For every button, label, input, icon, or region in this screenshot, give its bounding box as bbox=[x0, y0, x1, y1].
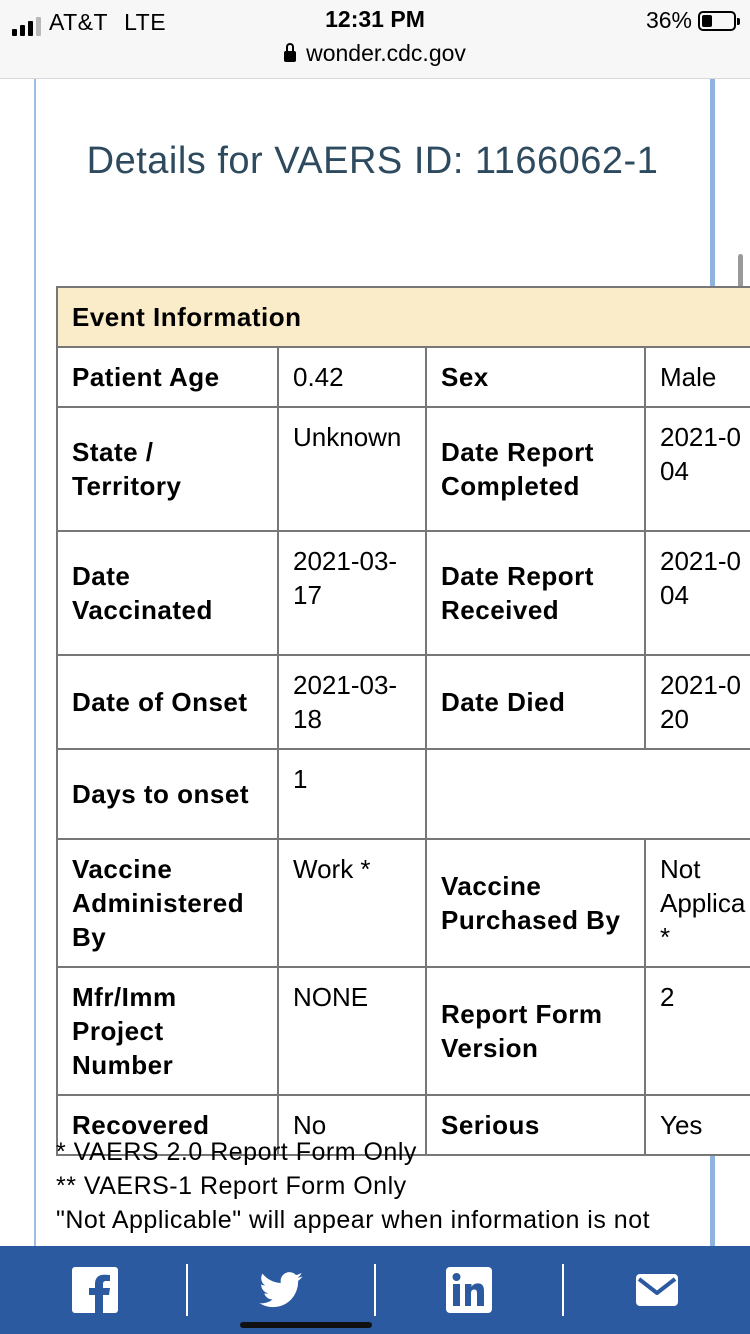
patient-age-label: Patient Age bbox=[57, 347, 278, 407]
vaccine-purchased-by-value: Not Applica * bbox=[645, 839, 750, 967]
mfr-imm-project-number-value: NONE bbox=[278, 967, 426, 1095]
network-type: LTE bbox=[124, 9, 167, 35]
date-report-completed-label: Date Report Completed bbox=[426, 407, 645, 531]
vaccine-administered-by-value: Work * bbox=[278, 839, 426, 967]
page-url: wonder.cdc.gov bbox=[306, 40, 466, 66]
date-died-label: Date Died bbox=[426, 655, 645, 749]
date-of-onset-value: 2021-03-18 bbox=[278, 655, 426, 749]
date-report-received-value: 2021-0 04 bbox=[645, 531, 750, 655]
address-bar[interactable] bbox=[0, 40, 750, 67]
footnote-vaers1: ** VAERS-1 Report Form Only bbox=[56, 1172, 407, 1200]
sex-value: Male bbox=[645, 347, 750, 407]
divider bbox=[374, 1264, 376, 1316]
battery-icon bbox=[698, 11, 736, 31]
mfr-imm-project-number-label: Mfr/Imm Project Number bbox=[57, 967, 278, 1095]
twitter-share-button[interactable] bbox=[240, 1246, 322, 1334]
date-vaccinated-label: Date Vaccinated bbox=[57, 531, 278, 655]
report-form-version-label: Report Form Version bbox=[426, 967, 645, 1095]
footnote-not-applicable: "Not Applicable" will appear when information is not bbox=[56, 1206, 651, 1234]
sex-label: Sex bbox=[426, 347, 645, 407]
page-content bbox=[0, 79, 750, 1246]
date-report-completed-value: 2021-0 04 bbox=[645, 407, 750, 531]
event-information-table bbox=[56, 286, 750, 1156]
days-to-onset-label: Days to onset bbox=[57, 749, 278, 839]
divider bbox=[186, 1264, 188, 1316]
status-bar bbox=[0, 0, 750, 79]
battery-area bbox=[646, 7, 736, 34]
vaccine-purchased-by-label: Vaccine Purchased By bbox=[426, 839, 645, 967]
carrier-name: AT&T bbox=[49, 9, 109, 35]
section-header: Event Information bbox=[57, 287, 750, 347]
serious-label: Serious bbox=[426, 1095, 645, 1155]
facebook-share-button[interactable] bbox=[55, 1246, 135, 1334]
left-border bbox=[34, 79, 36, 1246]
lock-icon bbox=[284, 51, 296, 62]
facebook-icon bbox=[72, 1267, 118, 1313]
linkedin-share-button[interactable] bbox=[428, 1246, 510, 1334]
days-to-onset-value: 1 bbox=[278, 749, 426, 839]
patient-age-value: 0.42 bbox=[278, 347, 426, 407]
recovered-label: Recovered bbox=[57, 1095, 278, 1155]
divider bbox=[562, 1264, 564, 1316]
footnotes bbox=[56, 1135, 750, 1237]
vaccine-administered-by-label: Vaccine Administered By bbox=[57, 839, 278, 967]
recovered-value: No bbox=[278, 1095, 426, 1155]
date-vaccinated-value: 2021-03-17 bbox=[278, 531, 426, 655]
email-icon bbox=[636, 1274, 678, 1306]
state-label: State / Territory bbox=[57, 407, 278, 531]
twitter-icon bbox=[259, 1272, 303, 1308]
empty-cell bbox=[426, 749, 750, 839]
serious-value: Yes bbox=[645, 1095, 750, 1155]
report-form-version-value: 2 bbox=[645, 967, 750, 1095]
email-share-button[interactable] bbox=[616, 1246, 698, 1334]
battery-percent: 36% bbox=[645, 7, 692, 33]
share-bar bbox=[0, 1246, 750, 1334]
state-value: Unknown bbox=[278, 407, 426, 531]
linkedin-icon bbox=[446, 1267, 492, 1313]
date-of-onset-label: Date of Onset bbox=[57, 655, 278, 749]
date-died-value: 2021-0 20 bbox=[645, 655, 750, 749]
home-indicator bbox=[240, 1322, 372, 1328]
footnote-vaers2: * VAERS 2.0 Report Form Only bbox=[56, 1138, 417, 1166]
clock: 12:31 PM bbox=[325, 6, 425, 32]
page-title: Details for VAERS ID: 1166062-1 bbox=[86, 140, 659, 182]
date-report-received-label: Date Report Received bbox=[426, 531, 645, 655]
